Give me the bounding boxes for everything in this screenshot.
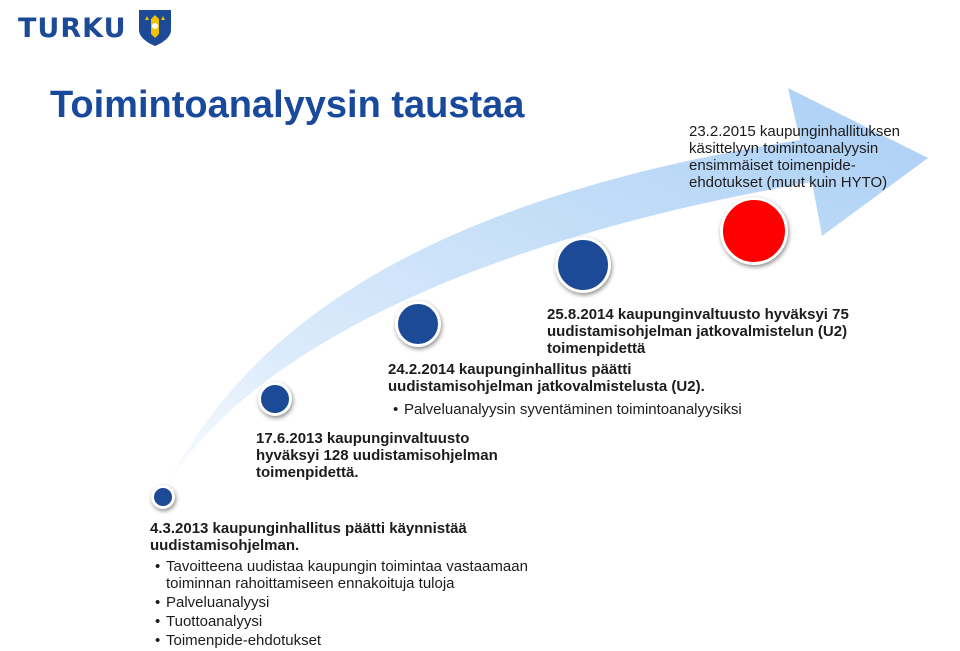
bullet-item: • Palveluanalyysi	[166, 594, 570, 611]
bullet-item: • Toimenpide-ehdotukset	[166, 632, 570, 649]
milestone-5	[689, 123, 949, 191]
milestone-dot-5	[720, 197, 788, 265]
turku-crest-icon	[137, 8, 173, 48]
milestone-5-head: 23.2.2015 kaupunginhallituksen käsittelyyn toimintoanalyysin ensimmäiset toimenpide- ehdotukset (muut kuin HYTO)	[689, 123, 901, 191]
milestone-2-head: 17.6.2013 kaupunginvaltuusto hyväksyi 128 uudistamisohjelman toimenpidettä.	[256, 430, 498, 481]
milestone-3-bullets	[388, 401, 808, 418]
milestone-1	[150, 520, 570, 651]
milestone-1-bullets	[150, 558, 570, 649]
bullet-item: • Palveluanalyysin syventäminen toimintoanalyysiksi	[404, 401, 808, 418]
logo-text: TURKU	[18, 12, 127, 44]
milestone-3-head: 24.2.2014 kaupunginhallitus päätti uudistamisohjelman jatkovalmistelusta (U2).	[388, 361, 705, 395]
milestone-2	[256, 430, 576, 481]
milestone-3	[388, 361, 808, 418]
milestone-dot-1	[151, 485, 175, 509]
bullet-item: • Tavoitteena uudistaa kaupungin toimintaa vastaamaan toiminnan rahoittamiseen ennakoituja tuloja	[166, 558, 570, 592]
milestone-1-head: 4.3.2013 kaupunginhallitus päätti käynnistää uudistamisohjelman.	[150, 520, 467, 554]
page-title: Toimintoanalyysin taustaa	[50, 84, 525, 126]
bullet-item: • Tuottoanalyysi	[166, 613, 570, 630]
turku-logo	[18, 8, 173, 48]
milestone-dot-4	[555, 237, 611, 293]
milestone-4-head: 25.8.2014 kaupunginvaltuusto hyväksyi 75 uudistamisohjelman jatkovalmistelun (U2) toimenpidettä	[547, 306, 849, 357]
milestone-dot-2	[258, 382, 292, 416]
milestone-4	[547, 306, 927, 357]
milestone-dot-3	[395, 301, 441, 347]
